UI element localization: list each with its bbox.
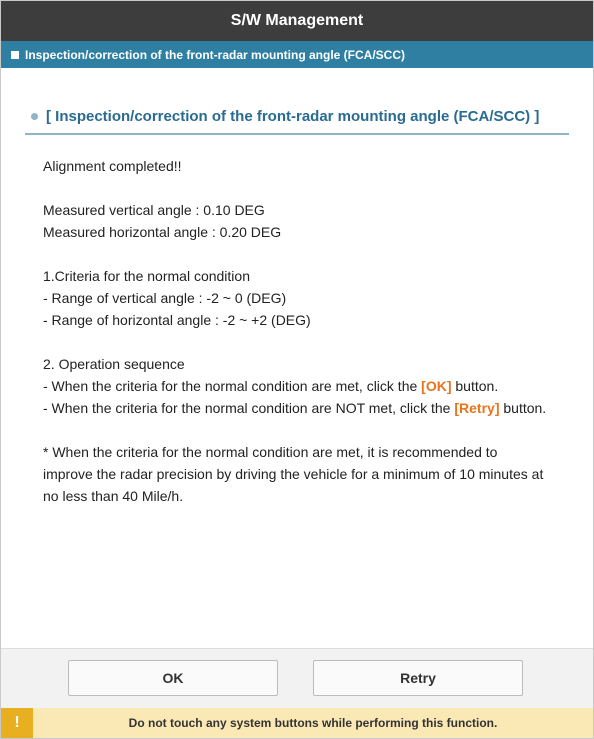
button-bar bbox=[1, 648, 593, 709]
sequence-ok-line bbox=[43, 375, 551, 397]
ok-button[interactable]: OK bbox=[68, 660, 278, 696]
sequence-ok-highlight: [OK] bbox=[421, 378, 452, 394]
sequence-retry-highlight: [Retry] bbox=[454, 400, 500, 416]
sequence-retry-post: button. bbox=[499, 400, 547, 416]
status-text: Alignment completed!! bbox=[43, 158, 182, 174]
circle-bullet-icon bbox=[31, 113, 38, 120]
subheader-bar bbox=[1, 41, 593, 68]
recommendation-note: * When the criteria for the normal condition are met, it is recommended to improve the radar precision by driving the vehicle for a minimum of 10 minutes at no less than 40 Mile/h. bbox=[43, 444, 544, 504]
warning-icon: ! bbox=[1, 708, 33, 738]
square-bullet-icon bbox=[11, 51, 19, 59]
content-area bbox=[1, 108, 593, 507]
sequence-ok-pre: - When the criteria for the normal condition are met, click the bbox=[43, 378, 422, 394]
sequence-heading: 2. Operation sequence bbox=[43, 356, 185, 372]
section-header bbox=[25, 108, 569, 135]
measured-vertical-angle: Measured vertical angle : 0.10 DEG bbox=[43, 202, 265, 218]
section-title: [ Inspection/correction of the front-radar mounting angle (FCA/SCC) ] bbox=[46, 108, 540, 125]
sequence-ok-post: button. bbox=[451, 378, 499, 394]
warning-bar bbox=[1, 708, 593, 738]
subheader-label: Inspection/correction of the front-radar mounting angle (FCA/SCC) bbox=[25, 47, 406, 62]
instructions-text bbox=[25, 135, 569, 507]
criteria-vertical: - Range of vertical angle : -2 ~ 0 (DEG) bbox=[43, 290, 287, 306]
warning-text: Do not touch any system buttons while performing this function. bbox=[128, 716, 498, 730]
measured-horizontal-angle: Measured horizontal angle : 0.20 DEG bbox=[43, 224, 282, 240]
sequence-retry-line bbox=[43, 397, 551, 419]
title-bar bbox=[1, 1, 593, 41]
retry-button[interactable]: Retry bbox=[313, 660, 523, 696]
window-title: S/W Management bbox=[230, 12, 364, 29]
criteria-heading: 1.Criteria for the normal condition bbox=[43, 268, 250, 284]
sequence-retry-pre: - When the criteria for the normal condition are NOT met, click the bbox=[43, 400, 455, 416]
criteria-horizontal: - Range of horizontal angle : -2 ~ +2 (DEG) bbox=[43, 312, 311, 328]
